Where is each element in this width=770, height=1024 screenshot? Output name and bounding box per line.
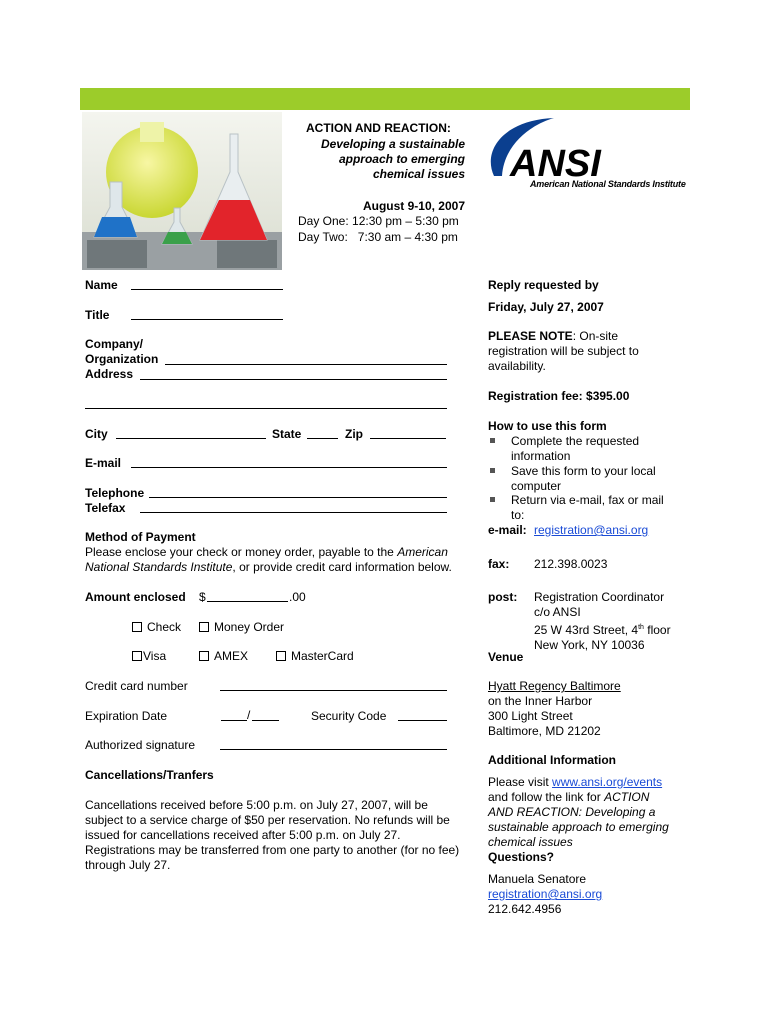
event-subtitle-3: chemical issues — [372, 167, 465, 181]
cancellations-heading: Cancellations/Tranfers — [85, 768, 214, 782]
card-number-field[interactable] — [220, 690, 447, 691]
event-dates: August 9-10, 2007 — [362, 199, 465, 213]
signature-field[interactable] — [220, 749, 447, 750]
post-label: post: — [488, 590, 518, 604]
security-code-label: Security Code — [311, 709, 387, 723]
reply-date: Friday, July 27, 2007 — [488, 300, 604, 314]
expiration-separator: / — [247, 708, 251, 722]
mastercard-option[interactable]: MasterCard — [276, 649, 354, 663]
venue-name[interactable]: Hyatt Regency Baltimore — [488, 679, 621, 693]
payment-heading: Method of Payment — [85, 530, 196, 544]
security-code-field[interactable] — [398, 720, 447, 721]
events-link[interactable]: www.ansi.org/events — [552, 775, 663, 789]
please-note: PLEASE NOTE: On-site registration will be subject to availability. — [488, 329, 639, 373]
contact-info: Manuela Senatore registration@ansi.org 212.642.4956 — [488, 872, 603, 916]
card-number-label: Credit card number — [85, 679, 188, 693]
address-field[interactable] — [140, 379, 447, 380]
header-bar — [80, 88, 690, 110]
bullet-icon — [490, 438, 495, 443]
venue-address: Hyatt Regency Baltimore on the Inner Harbor 300 Light Street Baltimore, MD 21202 — [488, 679, 621, 738]
registration-email-link[interactable]: registration@ansi.org — [534, 523, 649, 537]
organization-label: Organization — [85, 352, 159, 366]
state-field[interactable] — [307, 438, 338, 439]
mastercard-checkbox[interactable] — [276, 651, 286, 661]
name-label: Name — [85, 278, 118, 292]
amount-label: Amount enclosed — [85, 590, 186, 604]
email-contact-label: e-mail: — [488, 523, 527, 537]
expiration-year-field[interactable] — [252, 720, 279, 721]
state-label: State — [272, 427, 302, 441]
day-one-time: Day One: 12:30 pm – 5:30 pm — [298, 214, 459, 228]
city-label: City — [85, 427, 108, 441]
additional-heading: Additional Information — [488, 753, 616, 767]
svg-text:ANSI: ANSI — [510, 143, 601, 185]
email-label: E-mail — [85, 456, 122, 470]
title-field[interactable] — [131, 319, 283, 320]
money-order-checkbox[interactable] — [199, 622, 209, 632]
company-label: Company/ — [85, 337, 144, 351]
ansi-tagline: American National Standards Institute — [530, 179, 686, 189]
money-order-option[interactable]: Money Order — [199, 620, 284, 634]
post-address: Registration Coordinator c/o ANSI 25 W 43rd Street, 4th floor New York, NY 10036 — [534, 590, 671, 652]
bullet-icon — [490, 468, 495, 473]
address-field-2[interactable] — [85, 408, 447, 409]
telephone-label: Telephone — [85, 486, 145, 500]
venue-heading: Venue — [488, 650, 524, 664]
expiration-label: Expiration Date — [85, 709, 168, 723]
zip-field[interactable] — [370, 438, 446, 439]
cancellations-text: Cancellations received before 5:00 p.m. on July 27, 2007, will be subject to a service charge of $50 per reservation. No refunds will be issued for cancellations received after 5:00 p.m. on July 27. Registrations may be transferred from one party to another (for no fee) through July 27. — [85, 798, 460, 872]
howto-heading: How to use this form — [488, 419, 607, 433]
event-subtitle-2: approach to emerging — [338, 152, 465, 166]
contact-email-link[interactable]: registration@ansi.org — [488, 887, 603, 901]
signature-label: Authorized signature — [85, 738, 196, 752]
event-title: ACTION AND REACTION: — [306, 121, 451, 135]
telephone-field[interactable] — [149, 497, 447, 498]
lab-glassware-image — [82, 112, 282, 270]
email-field[interactable] — [131, 467, 447, 468]
amount-cents: .00 — [289, 590, 306, 604]
check-option[interactable]: Check — [132, 620, 181, 634]
address-label: Address — [85, 367, 134, 381]
howto-item-1: Complete the requested information — [511, 434, 640, 463]
bullet-icon — [490, 497, 495, 502]
expiration-month-field[interactable] — [221, 720, 247, 721]
fax-label: fax: — [488, 557, 510, 571]
city-field[interactable] — [116, 438, 266, 439]
payment-instructions-1: Please enclose your check or money order, payable to the American — [85, 545, 448, 559]
questions-heading: Questions? — [488, 850, 555, 864]
fax-number: 212.398.0023 — [534, 557, 608, 571]
name-field[interactable] — [131, 289, 283, 290]
check-checkbox[interactable] — [132, 622, 142, 632]
registration-fee: Registration fee: $395.00 — [488, 389, 630, 403]
payment-instructions-2: National Standards Institute, or provide credit card information below. — [85, 560, 452, 574]
telefax-label: Telefax — [85, 501, 126, 515]
howto-item-2: Save this form to your local computer — [511, 464, 656, 493]
reply-heading: Reply requested by — [488, 278, 599, 292]
amex-option[interactable]: AMEX — [199, 649, 248, 663]
title-label: Title — [85, 308, 110, 322]
amount-field[interactable] — [207, 601, 288, 602]
amex-checkbox[interactable] — [199, 651, 209, 661]
howto-item-3: Return via e-mail, fax or mail to: — [511, 493, 664, 522]
visa-checkbox[interactable] — [132, 651, 142, 661]
amount-currency: $ — [199, 590, 206, 604]
additional-text: Please visit www.ansi.org/events and follow the link for ACTION AND REACTION: Developing a sustainable approach to emerging chemical issues — [488, 775, 669, 849]
organization-field[interactable] — [165, 364, 447, 365]
visa-option[interactable]: Visa — [132, 649, 166, 663]
telefax-field[interactable] — [140, 512, 447, 513]
event-subtitle-1: Developing a sustainable — [320, 137, 465, 151]
zip-label: Zip — [345, 427, 363, 441]
day-two-time: Day Two: 7:30 am – 4:30 pm — [298, 230, 458, 244]
